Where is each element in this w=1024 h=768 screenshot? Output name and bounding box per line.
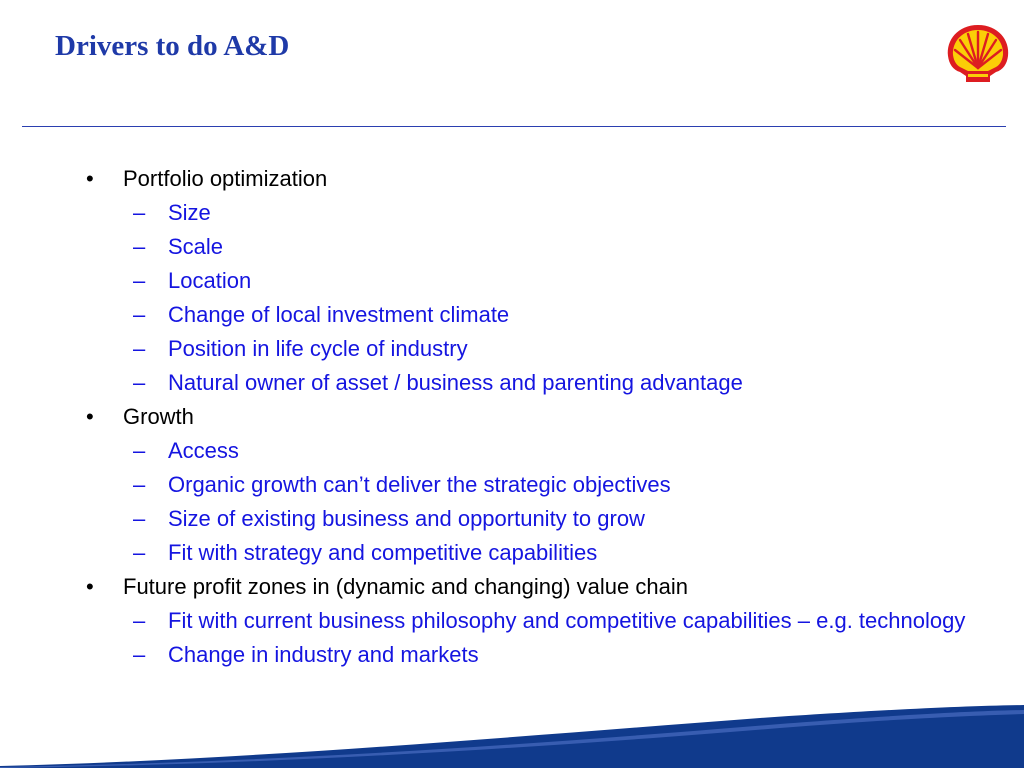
dash-marker: – — [133, 438, 146, 463]
dash-marker: – — [133, 506, 146, 531]
bullet-list — [86, 162, 966, 672]
item-text: Position in life cycle of industry — [168, 336, 468, 361]
item-text: Scale — [168, 234, 224, 259]
item-text: Growth — [123, 404, 194, 429]
dash-marker: – — [133, 642, 146, 667]
bullet-item — [86, 162, 966, 196]
shell-pecten-logo — [944, 22, 1012, 84]
item-text: Natural owner of asset / business and parenting advantage — [168, 370, 743, 395]
sub-bullet-item — [86, 332, 966, 366]
item-text: Location — [168, 268, 252, 293]
dash-marker: – — [133, 608, 146, 633]
footer-wave — [0, 688, 1024, 768]
sub-bullet-item — [86, 638, 966, 672]
item-text: Fit with strategy and competitive capabilities — [168, 540, 598, 565]
item-text: Change in industry and markets — [168, 642, 479, 667]
bullet-marker: • — [86, 404, 94, 429]
sub-bullet-item — [86, 196, 966, 230]
dash-marker: – — [133, 540, 146, 565]
sub-bullet-item — [86, 604, 966, 638]
item-text: Change of local investment climate — [168, 302, 510, 327]
bullet-marker: • — [86, 574, 94, 599]
item-text: Size of existing business and opportunity to grow — [168, 506, 645, 531]
dash-marker: – — [133, 472, 146, 497]
sub-bullet-item — [86, 230, 966, 264]
sub-bullet-item — [86, 502, 966, 536]
sub-bullet-item — [86, 366, 966, 400]
sub-bullet-item — [86, 536, 966, 570]
sub-bullet-item — [86, 264, 966, 298]
item-text: Fit with current business philosophy and competitive capabilities – e.g. technology — [168, 608, 966, 633]
item-text: Portfolio optimization — [123, 166, 328, 191]
dash-marker: – — [133, 302, 146, 327]
dash-marker: – — [133, 336, 146, 361]
dash-marker: – — [133, 370, 146, 395]
sub-bullet-item — [86, 298, 966, 332]
item-text: Size — [168, 200, 211, 225]
bullet-item — [86, 400, 966, 434]
dash-marker: – — [133, 234, 146, 259]
dash-marker: – — [133, 200, 146, 225]
slide-title: Drivers to do A&D — [55, 30, 290, 62]
bullet-item — [86, 570, 966, 604]
item-text: Access — [168, 438, 239, 463]
sub-bullet-item — [86, 468, 966, 502]
item-text: Organic growth can’t deliver the strategic objectives — [168, 472, 671, 497]
title-divider — [22, 126, 1006, 127]
sub-bullet-item — [86, 434, 966, 468]
item-text: Future profit zones in (dynamic and changing) value chain — [123, 574, 688, 599]
dash-marker: – — [133, 268, 146, 293]
bullet-marker: • — [86, 166, 94, 191]
